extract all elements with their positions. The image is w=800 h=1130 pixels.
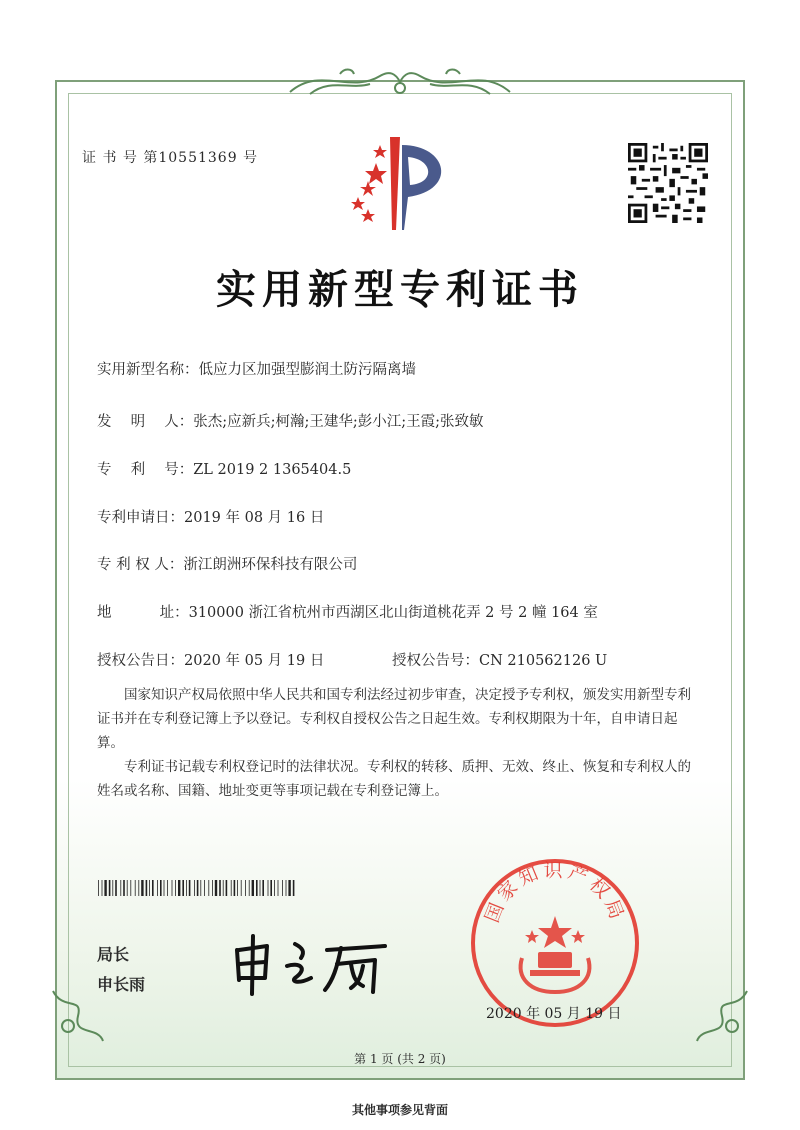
barcode-icon [98, 880, 298, 896]
patent-number-row [97, 458, 351, 479]
qr-code-icon [628, 143, 708, 223]
certificate-number: 证 书 号 第10551369 号 [82, 150, 259, 166]
address-label: 地 址： [97, 605, 189, 621]
patentee-value: 浙江朗洲环保科技有限公司 [183, 557, 358, 573]
body-paragraph: 专利证书记载专利权登记时的法律状况。专利权的转移、质押、无效、终止、恢复和专利权人的姓名或名称、国籍、地址变更等事项记载在专利登记簿上。 [97, 759, 691, 799]
svg-text:国家知识产权局 [481, 860, 629, 926]
address-value: 310000 浙江省杭州市西湖区北山街道桃花弄 2 号 2 幢 164 室 [188, 605, 598, 621]
page-number: 第 1 页 (共 2 页) [354, 1052, 446, 1066]
director-title: 局长 [97, 945, 130, 964]
seal-text: 国家知识产权局 [481, 859, 629, 926]
certificate-title: 实用新型专利证书 [216, 266, 584, 313]
patent-number-label: 专 利 号： [97, 462, 194, 478]
grant-date-label: 授权公告日： [97, 653, 184, 669]
patent-office-logo-icon [338, 135, 463, 235]
patent-number-value: ZL 2019 2 1365404.5 [193, 462, 352, 478]
corner-ornament-icon [48, 986, 108, 1046]
grant-date-row [97, 649, 324, 670]
inventor-label: 发 明 人： [97, 414, 194, 430]
address-row [97, 601, 598, 622]
utility-model-name-label: 实用新型名称： [97, 362, 199, 378]
grant-number-row [392, 649, 607, 670]
back-note: 其他事项参见背面 [351, 1103, 448, 1117]
application-date-value: 2019 年 08 月 16 日 [184, 510, 325, 526]
inventor-row [97, 410, 484, 431]
grant-date-value: 2020 年 05 月 19 日 [184, 653, 325, 669]
patentee-row [97, 553, 357, 574]
inventor-value: 张杰;应新兵;柯瀚;王建华;彭小江;王霞;张致敏 [193, 414, 484, 430]
application-date-label: 专利申请日： [97, 510, 184, 526]
application-date-row [97, 506, 324, 527]
director-name: 申长雨 [97, 975, 146, 994]
top-ornament-icon [280, 64, 520, 100]
body-paragraph: 国家知识产权局依照中华人民共和国专利法经过初步审查，决定授予专利权，颁发实用新型专利证书并在专利登记簿上予以登记。专利权自授权公告之日起生效。专利权期限为十年，自申请日起算。 [97, 687, 691, 751]
utility-model-name-row [97, 358, 416, 379]
corner-ornament-icon [692, 986, 752, 1046]
utility-model-name-value: 低应力区加强型膨润土防污隔离墙 [198, 362, 416, 378]
grant-number-label: 授权公告号： [392, 653, 479, 669]
certificate-body [97, 683, 697, 803]
patentee-label: 专 利 权 人： [97, 557, 184, 573]
grant-number-value: CN 210562126 U [479, 653, 608, 669]
seal-date: 2020 年 05 月 19 日 [486, 1006, 622, 1022]
director-signature-icon [225, 928, 395, 998]
